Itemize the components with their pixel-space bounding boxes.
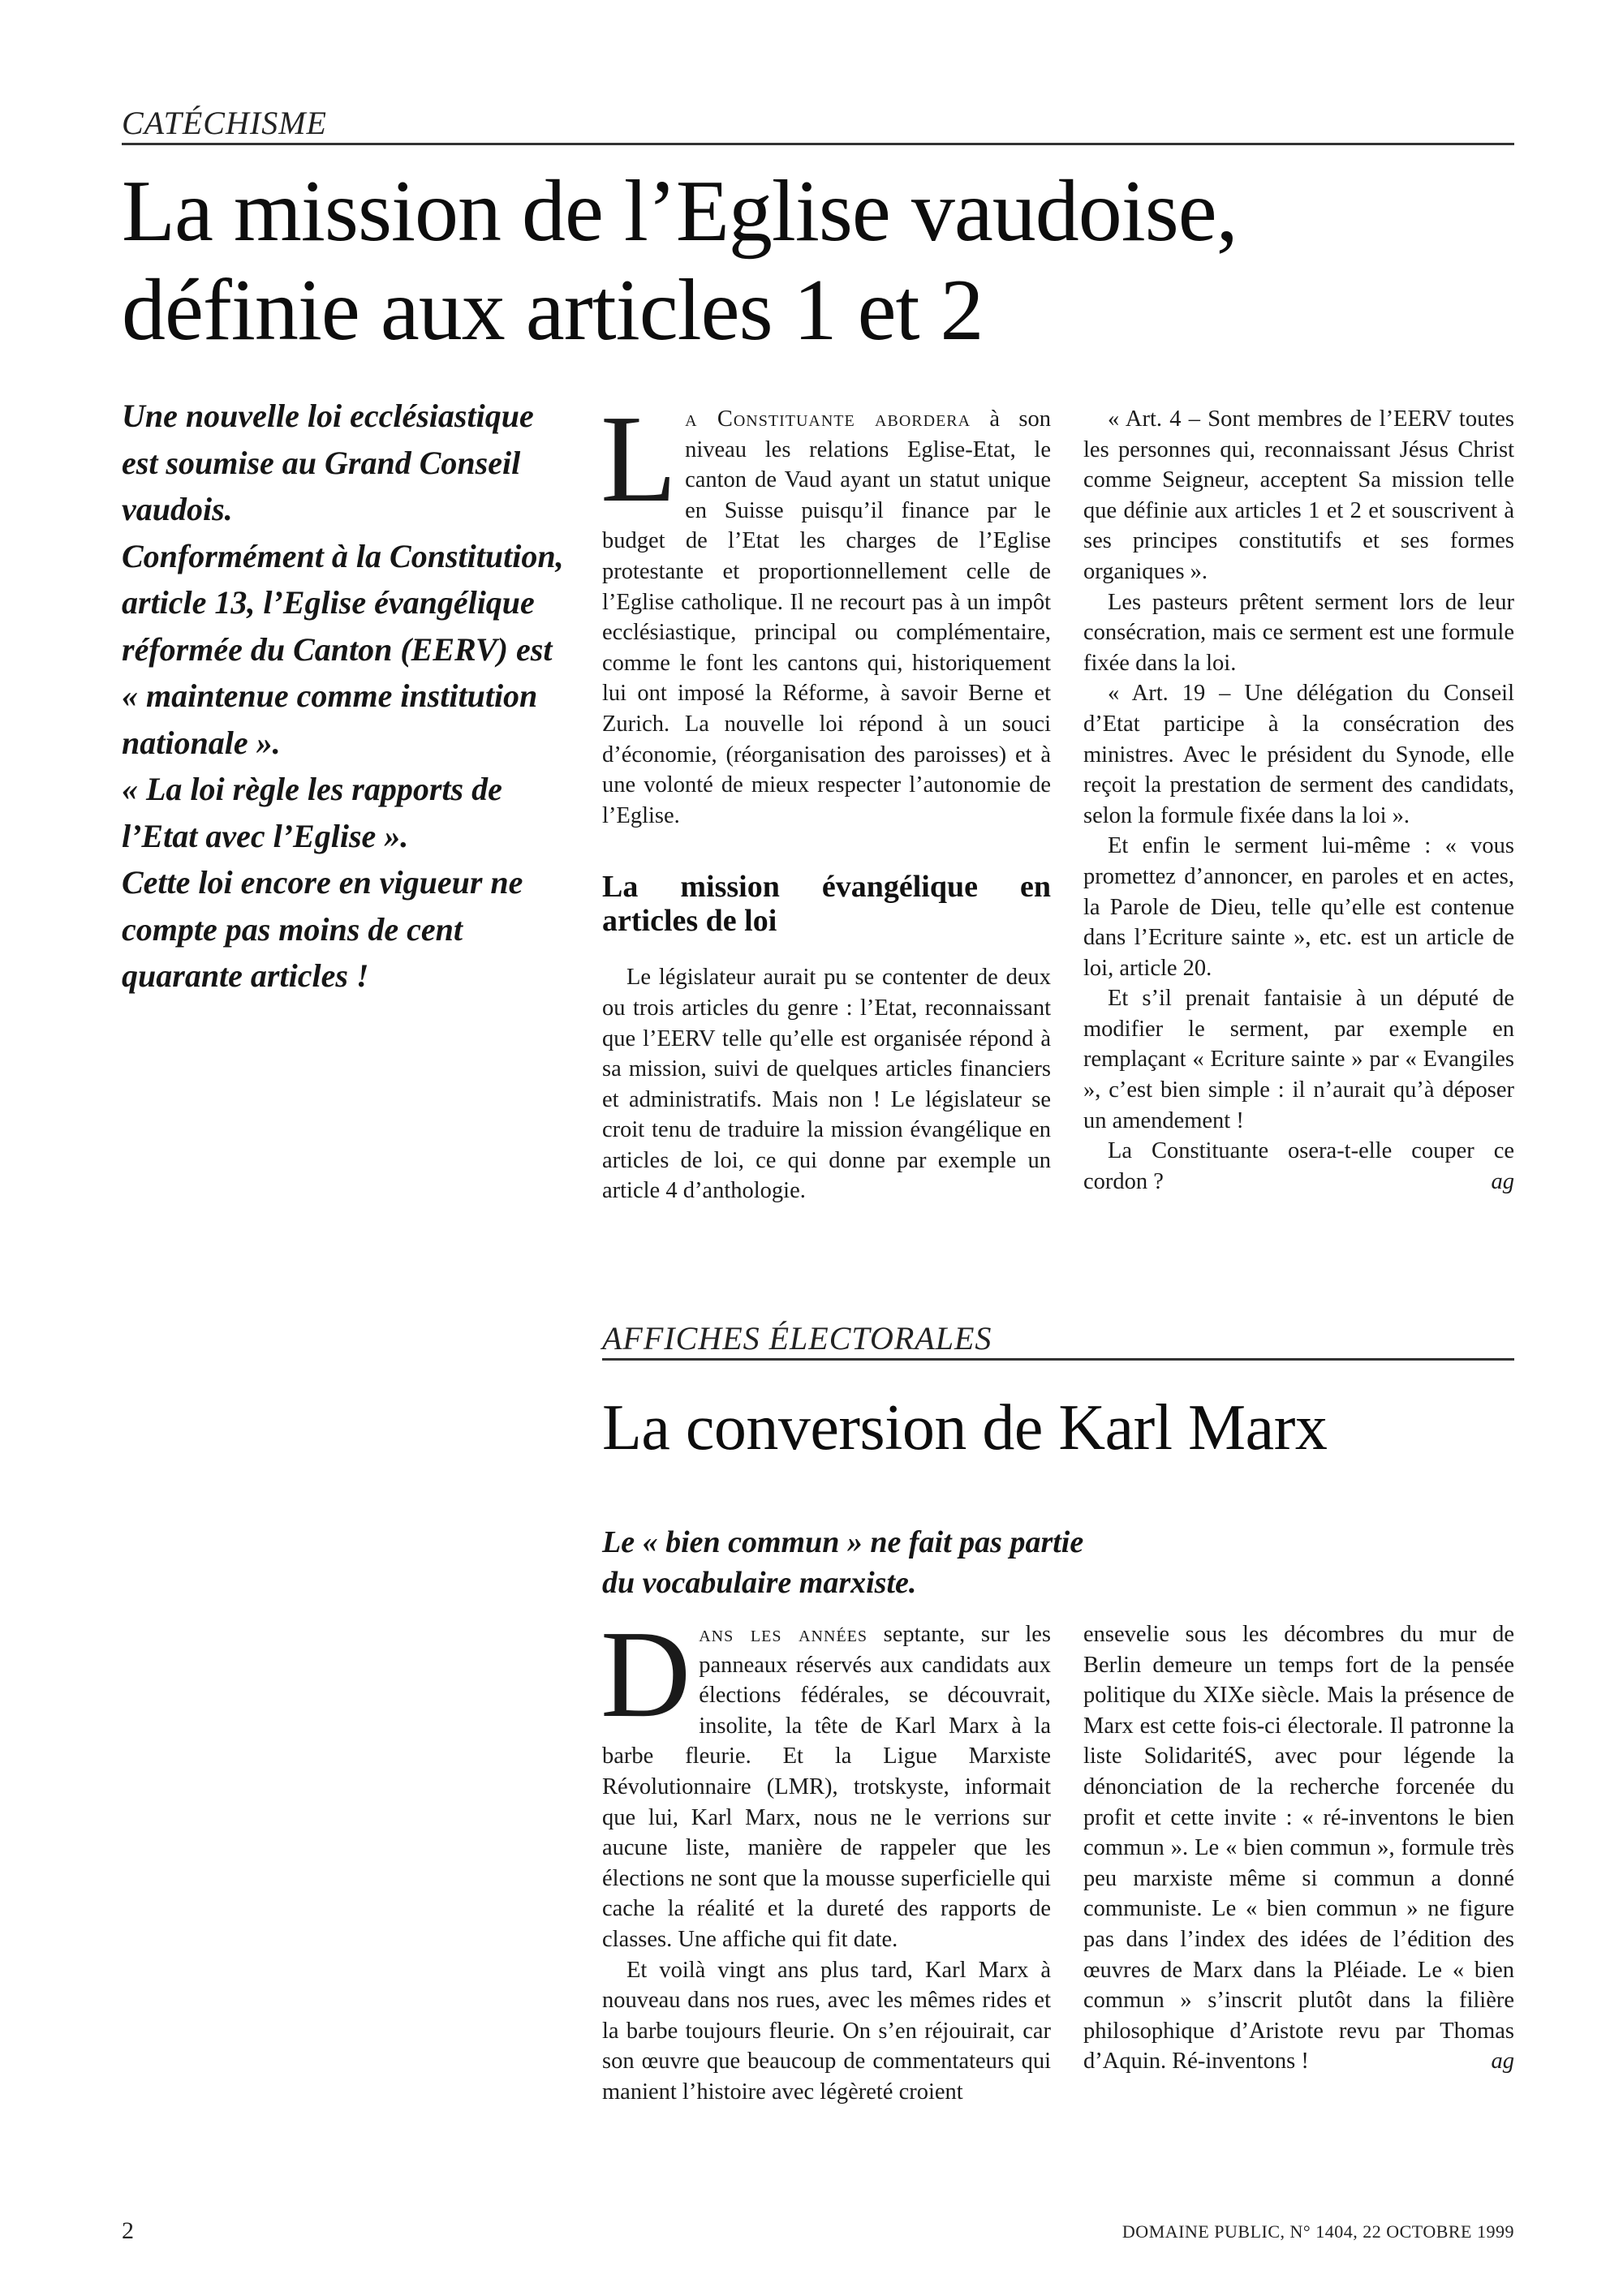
- section-rule: [602, 1358, 1514, 1361]
- body-paragraph: Et voilà vingt ans plus tard, Karl Marx à nouveau dans nos rues, avec les mêmes rides et la barbe toujours fleurie. On s’en réjouirait, car son œuvre que beaucoup de commentateurs qui manient l’histoire avec légèreté croient: [602, 1957, 1051, 2105]
- paragraph-text: ensevelie sous les décombres du mur de Berlin demeure un temps fort de la pensée politique du XIXe siècle. Mais la présence de Marx est cette fois-ci électorale. Il patronne la liste SolidaritéS, avec pour légende la dénonciation de la recherche forcenée du profit et cette invite : « ré-inventons le bien commun ». Le « bien commun », formule très peu marxiste même si commun a donné communiste. Le « bien commun » ne figure pas dans l’index des idées de l’édition des œuvres de Marx dans la Pléiade. Le « bien commun » s’inscrit plutôt dans la filière philosophique d’Aristote revu par Thomas d’Aquin. Ré-inventons !: [1083, 1622, 1514, 2075]
- paragraph-text: La Constituante osera-t-elle couper ce cordon ?: [1083, 1138, 1514, 1194]
- drop-cap: L: [601, 390, 678, 528]
- article-title: [122, 162, 1514, 360]
- body-paragraph: Le législateur aurait pu se contenter de deux ou trois articles du genre : l’Etat, reconnaissant que l’EERV telle qu’elle est organisée répond à sa mission, suivi de quelques articles financiers et administratifs. Mais non ! Le législateur se croit tenu de traduire la mission évangélique en articles de loi, ce qui donne par exemple un article 4 d’anthologie.: [602, 965, 1051, 1204]
- article-column-1: [601, 1606, 1052, 2108]
- article-title: La conversion de Karl Marx: [602, 1392, 1328, 1464]
- body-paragraph: Les pasteurs prêtent serment lors de leur consécration, mais ce serment est une formule fixée dans la loi.: [1083, 589, 1514, 676]
- article-column-2: [1083, 1619, 1514, 2077]
- body-paragraph: [1083, 1136, 1514, 1197]
- publication-info: DOMAINE PUBLIC, N° 1404, 22 OCTOBRE 1999: [1121, 2221, 1514, 2242]
- kicker-line: du vocabulaire marxiste.: [602, 1566, 917, 1600]
- section-label: AFFICHES ÉLECTORALES: [602, 1320, 992, 1357]
- lede-paragraph: « La loi règle les rapports de l’Etat avec l’Eglise ».: [122, 771, 502, 854]
- lede-paragraph: Cette loi encore en vigueur ne compte pas moins de cent quarante articles !: [122, 864, 523, 994]
- lede-paragraph: Conformément à la Constitution, article 13, l’Eglise évangélique réformée du Canton (EERV) est « maintenue comme institution nationale ».: [122, 537, 564, 761]
- paragraph-text: à son niveau les relations Eglise-Etat, le canton de Vaud ayant un statut unique en Suisse puisqu’il finance par le budget de l’Etat les charges de l’Eglise protestante et proportionnellement celle de l’Eglise catholique. Il ne recourt pas à un impôt ecclésiastique, principal ou complémentaire, comme le font les cantons qui, historiquement lui ont imposé la Réforme, à savoir Berne et Zurich. La nouvelle loi répond à un souci d’économie, (réorganisation des paroisses) et à une volonté de mieux respecter l’autonomie de l’Eglise.: [602, 406, 1051, 828]
- author-signature: ag: [1491, 1168, 1514, 1194]
- subheading: La mission évangélique en articles de loi: [602, 870, 1051, 939]
- lede-paragraph: Une nouvelle loi ecclésiastique est soumise au Grand Conseil vaudois.: [122, 398, 534, 527]
- body-paragraph: [601, 1606, 1052, 1955]
- intro-smallcaps: a Constituante abordera: [685, 406, 971, 432]
- paragraph-text: septante, sur les panneaux réservés aux candidats aux élections fédérales, se découvrait, insolite, la tête de Karl Marx à la barbe fleurie. Et la Ligue Marxiste Révolutionnaire (LMR), trotskyste, informait que lui, Karl Marx, nous ne le verrions sur aucune liste, manière de rappeler que les élections ne sont que la mousse superficielle qui cache la réalité et la dureté des rapports de classes. Une affiche qui fit date.: [602, 1622, 1052, 1952]
- article-kicker: [602, 1522, 1514, 1603]
- article-column-1: [601, 390, 1051, 1206]
- body-paragraph: Et enfin le serment lui-même : « vous promettez d’annoncer, en paroles et en actes, la Parole de Dieu, telle qu’elle est contenue dans l’Ecriture sainte », etc. est un article de loi, article 20.: [1083, 833, 1514, 981]
- article-title-line-2: définie aux articles 1 et 2: [122, 262, 984, 359]
- article-column-2: [1083, 404, 1514, 1197]
- body-paragraph: « Art. 19 – Une délégation du Conseil d’Etat participe à la consécration des ministres. Avec le président du Synode, elle reçoit la prestation de serment des candidats, selon la formule fixée dans la loi ».: [1083, 681, 1514, 828]
- article-title-line-1: La mission de l’Eglise vaudoise,: [122, 163, 1238, 260]
- body-paragraph: Et s’il prenait fantaisie à un député de modifier le serment, par exemple en remplaçant « Ecriture sainte » par « Evangiles », c’est bien simple : il n’aurait qu’à déposer un amendement !: [1083, 986, 1514, 1133]
- body-paragraph: « Art. 4 – Sont membres de l’EERV toutes les personnes qui, reconnaissant Jésus Christ comme Seigneur, acceptent Sa mission telle que définie aux articles 1 et 2 et souscrivent à ses principes constitutifs et ses formes organiques ».: [1083, 406, 1514, 584]
- intro-smallcaps: ans les années: [699, 1622, 868, 1647]
- page-number: 2: [122, 2217, 134, 2244]
- kicker-line: Le « bien commun » ne fait pas partie: [602, 1525, 1084, 1559]
- body-paragraph: [601, 390, 1051, 831]
- section-rule: [122, 143, 1514, 145]
- section-label: CATÉCHISME: [122, 105, 327, 141]
- body-paragraph: [1083, 1619, 1514, 2077]
- author-signature: ag: [1491, 2049, 1514, 2075]
- drop-cap: D: [601, 1606, 691, 1743]
- article-lede: [122, 393, 576, 1000]
